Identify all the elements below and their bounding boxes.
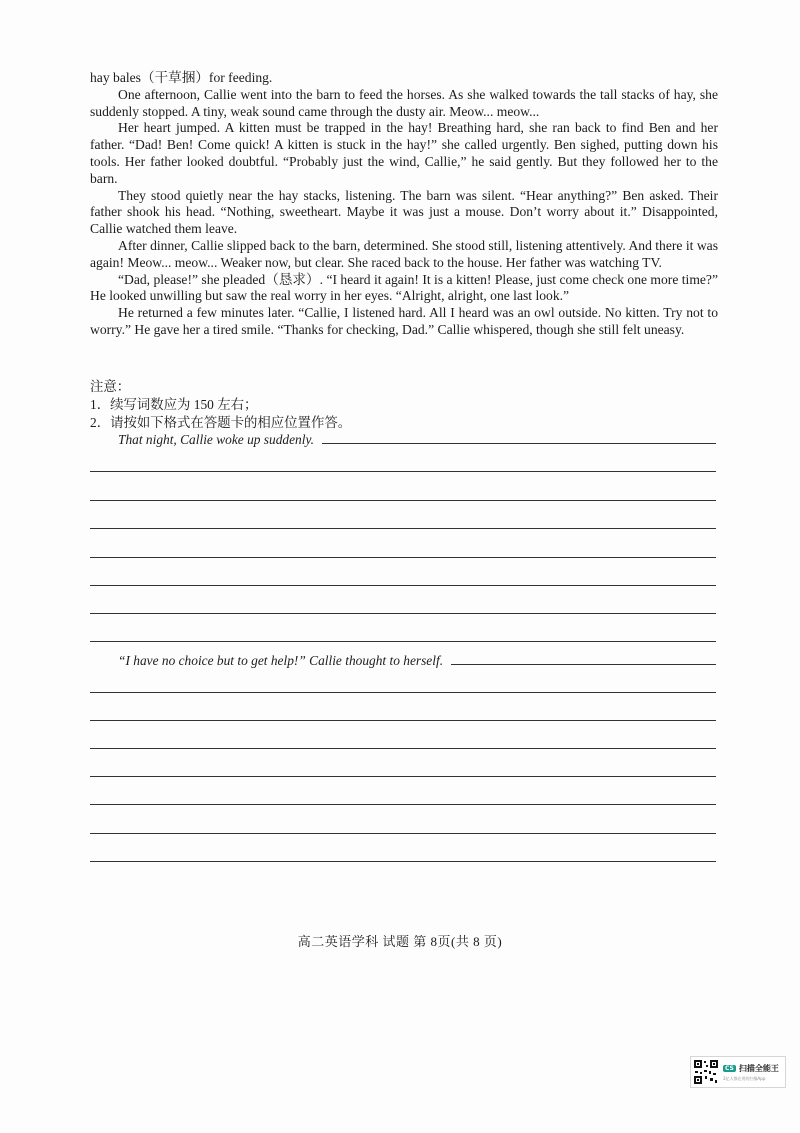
passage-paragraph: One afternoon, Callie went into the barn to feed the horses. As she walked towards the tall stacks of hay, she suddenly stopped. A tiny, weak sound came through the dusty air. Meow... meow... [90, 86, 718, 119]
writing-line[interactable] [90, 833, 716, 834]
writing-line[interactable] [90, 585, 716, 586]
scanner-watermark [690, 1056, 786, 1088]
page-footer: 高二英语学科 试题 第 8页(共 8 页) [297, 934, 503, 949]
story-passage [90, 70, 718, 339]
camscanner-logo-icon: CS [725, 1064, 734, 1072]
note-item: 2．请按如下格式在答题卡的相应位置作答。 [90, 415, 352, 430]
watermark-tagline: 3亿人都在用的扫描App [723, 1075, 766, 1081]
passage-paragraph: After dinner, Callie slipped back to the barn, determined. She stood still, listening attentively. And there it was again! Meow... meow... Weaker now, but clear. She raced back to the house. Her father was watching TV. [90, 237, 718, 270]
writing-line[interactable] [90, 641, 716, 642]
watermark-brand: 扫描全能王 [738, 1063, 779, 1073]
writing-line[interactable] [451, 664, 716, 665]
prompt-row-first [90, 428, 716, 448]
note-item: 1．续写词数应为 150 左右； [90, 397, 258, 412]
writing-line[interactable] [90, 748, 716, 749]
writing-line[interactable] [90, 557, 716, 558]
writing-line[interactable] [90, 528, 716, 529]
instructions [90, 378, 351, 432]
writing-line[interactable] [90, 776, 716, 777]
qr-code-icon [693, 1059, 719, 1085]
writing-line[interactable] [90, 471, 716, 472]
writing-line[interactable] [322, 443, 716, 444]
notes-heading: 注意： [90, 379, 131, 394]
passage-paragraph: “Dad, please!” she pleaded（恳求）. “I heard it again! It is a kitten! Please, just come check one more time?” He looked unwilling but saw the real worry in her eyes. “Alright, alright, one last look.” [90, 271, 718, 304]
passage-paragraph: They stood quietly near the hay stacks, listening. The barn was silent. “Hear anything?” Ben asked. Their father shook his head. “Nothing, sweetheart. Maybe it was just a mouse. Don’t worry about it.” Disappointed, Callie watched them leave. [90, 187, 718, 237]
writing-line[interactable] [90, 692, 716, 693]
writing-line[interactable] [90, 720, 716, 721]
prompt-second: “I have no choice but to get help!” Callie thought to herself. [118, 653, 444, 668]
passage-paragraph: He returned a few minutes later. “Callie, I listened hard. All I heard was an owl outside. No kitten. Try not to worry.” He gave her a tired smile. “Thanks for checking, Dad.” Callie whispered, though she still felt uneasy. [90, 305, 718, 337]
writing-line[interactable] [90, 500, 716, 501]
writing-line[interactable] [90, 804, 716, 805]
writing-line[interactable] [90, 613, 716, 614]
prompt-row-second [90, 649, 716, 669]
prompt-first: That night, Callie woke up suddenly. [118, 432, 315, 447]
passage-paragraph: hay bales（干草捆）for feeding. [90, 70, 273, 85]
passage-paragraph: Her heart jumped. A kitten must be trapped in the hay! Breathing hard, she ran back to find Ben and her father. “Dad! Ben! Come quick! A kitten is stuck in the hay!” she called urgently. Ben sighed, putting down his tools. Her father looked doubtful. “Probably just the wind, Callie,” he said gently. But they followed her to the barn. [90, 120, 718, 186]
writing-line[interactable] [90, 861, 716, 862]
